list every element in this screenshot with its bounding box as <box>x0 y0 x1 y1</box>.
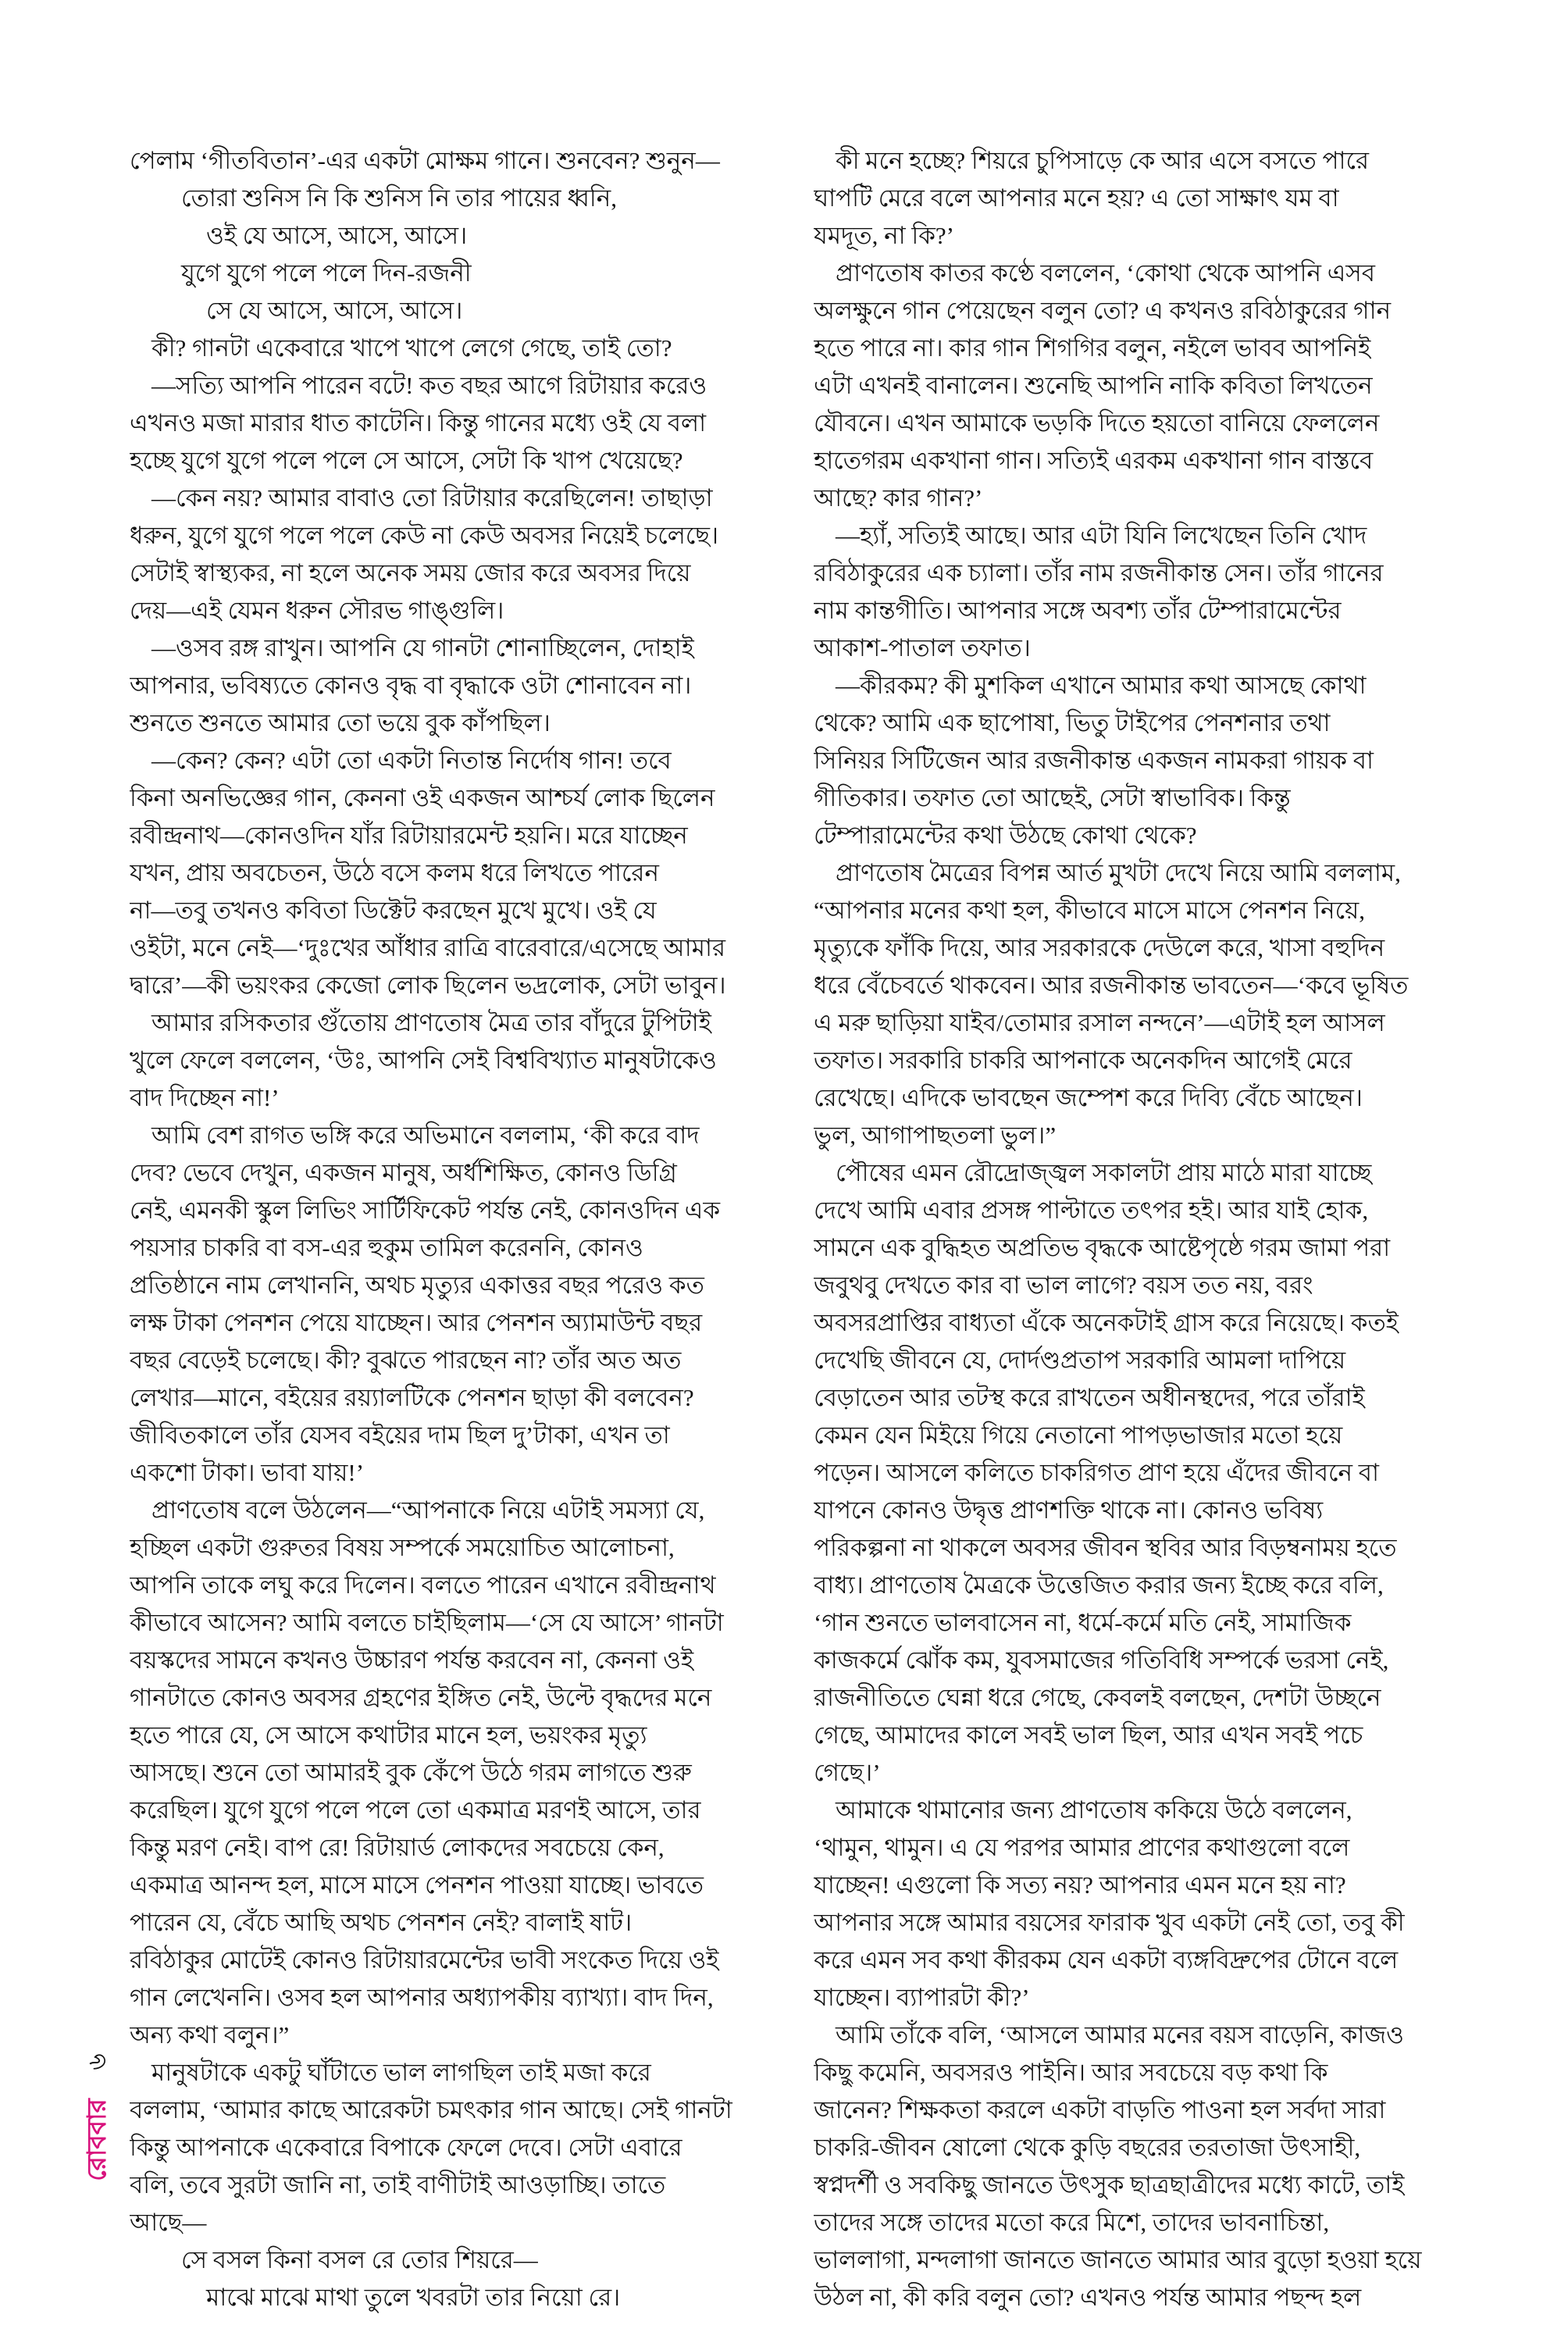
text-line: জীবিতকালে তাঁর যেসব বইয়ের দাম ছিল দু’টাকা, এখন তা <box>130 1421 670 1449</box>
text-line: প্রাণতোষ কাতর কণ্ঠে বললেন, ‘কোথা থেকে আপনি এসব <box>836 259 1376 287</box>
text-line: সিনিয়র সিটিজেন আর রজনীকান্ত একজন নামকরা গায়ক বা <box>814 747 1374 774</box>
text-line: ‘গান শুনতে ভালবাসেন না, ধর্মে-কর্মে মতি নেই, সামাজিক <box>814 1609 1352 1636</box>
text-line: সামনে এক বুদ্ধিহত অপ্রতিভ বৃদ্ধকে আষ্টেপৃষ্ঠে গরম জামা পরা <box>814 1234 1391 1261</box>
text-line: এ মরু ছাড়িয়া যাইব/তোমার রসাল নন্দনে’—এটাই হল আসল <box>814 1009 1385 1036</box>
text-column-right <box>814 142 1482 2321</box>
text-line: লক্ষ টাকা পেনশন পেয়ে যাচ্ছেন। আর পেনশন অ্যামাউন্ট বছর <box>130 1309 703 1336</box>
text-line: শুনতে শুনতে আমার তো ভয়ে বুক কাঁপছিল। <box>130 709 551 736</box>
text-line: “আপনার মনের কথা হল, কীভাবে মাসে মাসে পেনশন নিয়ে, <box>814 897 1366 924</box>
text-line: এটা এখনই বানালেন। শুনেছি আপনি নাকি কবিতা লিখতেন <box>814 372 1373 399</box>
text-line: ভাললাগা, মন্দলাগা জানতে জানতে আমার আর বুড়ো হওয়া হয়ে <box>814 2246 1422 2273</box>
text-line: করে এমন সব কথা কীরকম যেন একটা ব্যঙ্গবিদ্রুপের টোনে বলে <box>814 1946 1399 1974</box>
text-line: কিন্তু আপনাকে একেবারে বিপাকে ফেলে দেবে। সেটা এবারে <box>130 2134 682 2161</box>
text-line: দেখেছি জীবনে যে, দোর্দণ্ডপ্রতাপ সরকারি আমলা দাপিয়ে <box>814 1346 1346 1374</box>
text-line: অন্য কথা বলুন।” <box>130 2021 290 2049</box>
text-line: আপনার, ভবিষ্যতে কোনও বৃদ্ধ বা বৃদ্ধাকে ওটা শোনাবেন না। <box>130 672 692 699</box>
text-line: আমার রসিকতার গুঁতোয় প্রাণতোষ মৈত্র তার বাঁদুরে টুপিটাই <box>151 1009 711 1036</box>
text-line: —সত্যি আপনি পারেন বটে! কত বছর আগে রিটায়ার করেও <box>151 372 707 399</box>
text-line: খুলে ফেলে বললেন, ‘উঃ, আপনি সেই বিশ্ববিখ্যাত মানুষটাকেও <box>130 1047 717 1074</box>
text-line: যাচ্ছেন। ব্যাপারটা কী?’ <box>814 1984 1030 2011</box>
text-line: যুগে যুগে পলে পলে দিন-রজনী <box>181 259 472 287</box>
text-line: যৌবনে। এখন আমাকে ভড়কি দিতে হয়তো বানিয়ে ফেললেন <box>814 409 1380 437</box>
text-line: হতে পারে যে, সে আসে কথাটার মানে হল, ভয়ংকর মৃত্যু <box>130 1721 647 1749</box>
text-line: আমি বেশ রাগত ভঙ্গি করে অভিমানে বললাম, ‘কী করে বাদ <box>151 1122 700 1149</box>
text-line: দেব? ভেবে দেখুন, একজন মানুষ, অর্ধশিক্ষিত, কোনও ডিগ্রি <box>130 1159 677 1186</box>
text-line: কীভাবে আসেন? আমি বলতে চাইছিলাম—‘সে যে আসে’ গানটা <box>130 1609 724 1636</box>
text-line: একশো টাকা। ভাবা যায়!’ <box>130 1459 365 1486</box>
text-line: গানটাতে কোনও অবসর গ্রহণের ইঙ্গিত নেই, উল্টে বৃদ্ধদের মনে <box>130 1684 712 1711</box>
text-line: একমাত্র আনন্দ হল, মাসে মাসে পেনশন পাওয়া যাচ্ছে। ভাবতে <box>130 1871 704 1899</box>
text-line: তাদের সঙ্গে তাদের মতো করে মিশে, তাদের ভাবনাচিন্তা, <box>814 2209 1330 2236</box>
text-line: আসছে। শুনে তো আমারই বুক কেঁপে উঠে গরম লাগতে শুরু <box>130 1759 692 1786</box>
text-line: গীতিকার। তফাত তো আছেই, সেটা স্বাভাবিক। কিন্তু <box>814 784 1291 811</box>
text-line: ওইটা, মনে নেই—‘দুঃখের আঁধার রাত্রি বারেবারে/এসেছে আমার <box>130 934 726 961</box>
text-line: হচ্ছে যুগে যুগে পলে পলে সে আসে, সেটা কি খাপ খেয়েছে? <box>130 447 683 474</box>
text-line: অবসরপ্রাপ্তির বাধ্যতা এঁকে অনেকটাই গ্রাস করে নিয়েছে। কতই <box>814 1309 1399 1336</box>
text-line: তফাত। সরকারি চাকরি আপনাকে অনেকদিন আগেই মেরে <box>814 1047 1352 1074</box>
text-line: আকাশ-পাতাল তফাত। <box>814 634 1031 661</box>
text-line: যাপনে কোনও উদ্বৃত্ত প্রাণশক্তি থাকে না। কোনও ভবিষ্য <box>814 1496 1324 1524</box>
text-line: কিন্তু মরণ নেই। বাপ রে! রিটায়ার্ড লোকদের সবচেয়ে কেন, <box>130 1834 665 1861</box>
text-line: পরিকল্পনা না থাকলে অবসর জীবন স্থবির আর বিড়ম্বনাময় হতে <box>814 1534 1397 1561</box>
text-line: আপনার সঙ্গে আমার বয়সের ফারাক খুব একটা নেই তো, তবু কী <box>814 1909 1405 1936</box>
text-line: বেড়াতেন আর তটস্থ করে রাখতেন অধীনস্থদের, পরে তাঁরাই <box>814 1384 1365 1411</box>
text-line: বাদ দিচ্ছেন না!’ <box>130 1084 280 1111</box>
text-line: পেলাম ‘গীতবিতান’-এর একটা মোক্ষম গানে। শুনবেন? শুনুন— <box>130 147 720 174</box>
text-line: আছে? কার গান?’ <box>814 484 983 512</box>
text-line: ‘থামুন, থামুন। এ যে পরপর আমার প্রাণের কথাগুলো বলে <box>814 1834 1350 1861</box>
text-line: হচ্ছিল একটা গুরুতর বিষয় সম্পর্কে সময়োচিত আলোচনা, <box>130 1534 675 1561</box>
text-line: প্রাণতোষ বলে উঠলেন—“আপনাকে নিয়ে এটাই সমস্যা যে, <box>151 1496 705 1524</box>
text-line: কেমন যেন মিইয়ে গিয়ে নেতানো পাপড়ভাজার মতো হয়ে <box>814 1421 1343 1449</box>
text-line: সে যে আসে, আসে, আসে। <box>206 297 463 324</box>
text-line: রাজনীতিতে ঘেন্না ধরে গেছে, কেবলই বলছেন, দেশটা উচ্ছনে <box>814 1684 1381 1711</box>
text-line: কাজকর্মে ঝোঁক কম, যুবসমাজের গতিবিধি সম্পর্কে ভরসা নেই, <box>814 1646 1389 1674</box>
text-line: —কীরকম? কী মুশকিল এখানে আমার কথা আসছে কোথা <box>836 672 1367 699</box>
text-line: রবীন্দ্রনাথ—কোনওদিন যাঁর রিটায়ারমেন্ট হয়নি। মরে যাচ্ছেন <box>130 822 688 849</box>
text-line: বলি, তবে সুরটা জানি না, তাই বাণীটাই আওড়াচ্ছি। তাতে <box>130 2171 666 2198</box>
text-line: স্বপ্নদর্শী ও সবকিছু জানতে উৎসুক ছাত্রছাত্রীদের মধ্যে কাটে, তাই <box>814 2171 1405 2198</box>
text-line: পারেন যে, বেঁচে আছি অথচ পেনশন নেই? বালাই ষাট। <box>130 1909 633 1936</box>
text-line: বাধ্য। প্রাণতোষ মৈত্রকে উত্তেজিত করার জন্য ইচ্ছে করে বলি, <box>814 1571 1384 1599</box>
text-line: মৃত্যুকে ফাঁকি দিয়ে, আর সরকারকে দেউলে করে, খাসা বহুদিন <box>814 934 1385 961</box>
text-line: দেয়—এই যেমন ধরুন সৌরভ গাঙ্গুলি। <box>130 597 504 624</box>
text-line: চাকরি-জীবন ষোলো থেকে কুড়ি বছরের তরতাজা উৎসাহী, <box>814 2134 1361 2161</box>
text-line: ভুল, আগাপাছতলা ভুল।” <box>814 1122 1057 1149</box>
text-line: দেখে আমি এবার প্রসঙ্গ পাল্টাতে তৎপর হই। আর যাই হোক, <box>814 1196 1369 1224</box>
text-line: যখন, প্রায় অবচেতন, উঠে বসে কলম ধরে লিখতে পারেন <box>130 859 659 886</box>
text-line: করেছিল। যুগে যুগে পলে পলে তো একমাত্র মরণই আসে, তার <box>130 1796 701 1824</box>
text-column-left <box>130 142 798 2321</box>
text-line: লেখার—মানে, বইয়ের রয়্যালটিকে পেনশন ছাড়া কী বলবেন? <box>130 1384 694 1411</box>
text-line: বললাম, ‘আমার কাছে আরেকটা চমৎকার গান আছে। সেই গানটা <box>130 2096 732 2124</box>
text-line: মানুষটাকে একটু ঘাঁটাতে ভাল লাগছিল তাই মজা করে <box>151 2059 651 2086</box>
text-line: বছর বেড়েই চলেছে। কী? বুঝতে পারছেন না? তাঁর অত অত <box>130 1346 682 1374</box>
text-line: আমাকে থামানোর জন্য প্রাণতোষ ককিয়ে উঠে বললেন, <box>836 1796 1352 1824</box>
text-line: ওই যে আসে, আসে, আসে। <box>206 222 468 249</box>
text-line: ঘাপটি মেরে বলে আপনার মনে হয়? এ তো সাক্ষাৎ যম বা <box>814 184 1339 212</box>
text-line: টেম্পারামেন্টের কথা উঠছে কোথা থেকে? <box>814 822 1197 849</box>
text-line: গেছে।’ <box>814 1759 881 1786</box>
text-line: উঠল না, কী করি বলুন তো? এখনও পর্যন্ত আমার পছন্দ হল <box>814 2284 1362 2311</box>
text-line: কী? গানটা একেবারে খাপে খাপে লেগে গেছে, তাই তো? <box>151 334 672 362</box>
text-line: রেখেছে। এদিকে ভাবছেন জম্পেশ করে দিব্যি বেঁচে আছেন। <box>814 1084 1363 1111</box>
text-line: তোরা শুনিস নি কি শুনিস নি তার পায়ের ধ্বনি, <box>181 184 618 212</box>
text-line: আমি তাঁকে বলি, ‘আসলে আমার মনের বয়স বাড়েনি, কাজও <box>836 2021 1404 2049</box>
text-line: যাচ্ছেন! এগুলো কি সত্য নয়? আপনার এমন মনে হয় না? <box>814 1871 1346 1899</box>
text-line: নেই, এমনকী স্কুল লিভিং সার্টিফিকেট পর্যন্ত নেই, কোনওদিন এক <box>130 1196 721 1224</box>
text-line: নাম কান্তগীতি। আপনার সঙ্গে অবশ্য তাঁর টেম্পারামেন্টের <box>814 597 1342 624</box>
text-line: জবুথবু দেখতে কার বা ভাল লাগে? বয়স তত নয়, বরং <box>814 1271 1313 1299</box>
text-line: প্রতিষ্ঠানে নাম লেখাননি, অথচ মৃত্যুর একাত্তর বছর পরেও কত <box>130 1271 704 1299</box>
text-line: পয়সার চাকরি বা বস-এর হুকুম তামিল করেননি, কোনও <box>130 1234 643 1261</box>
text-line: মাঝে মাঝে মাথা তুলে খবরটা তার নিয়ো রে। <box>206 2284 621 2311</box>
text-line: —কেন? কেন? এটা তো একটা নিতান্ত নির্দোষ গান! তবে <box>151 747 672 774</box>
text-line: জানেন? শিক্ষকতা করলে একটা বাড়তি পাওনা হল সর্বদা সারা <box>814 2096 1386 2124</box>
text-line: পড়েন। আসলে কলিতে চাকরিগত প্রাণ হয়ে এঁদের জীবনে বা <box>814 1459 1380 1486</box>
text-line: না—তবু তখনও কবিতা ডিক্টেট করছেন মুখে মুখে। ওই যে <box>130 897 657 924</box>
page-number: ৬ <box>84 2053 112 2070</box>
text-line: বয়স্কদের সামনে কখনও উচ্চারণ পর্যন্ত করবেন না, কেননা ওই <box>130 1646 694 1674</box>
text-line: এখনও মজা মারার ধাত কাটেনি। কিন্তু গানের মধ্যে ওই যে বলা <box>130 409 707 437</box>
text-line: দ্বারে’—কী ভয়ংকর কেজো লোক ছিলেন ভদ্রলোক, সেটা ভাবুন। <box>130 972 726 999</box>
text-line: ধরুন, যুগে যুগে পলে পলে কেউ না কেউ অবসর নিয়েই চলেছে। <box>130 522 719 549</box>
text-line: কী মনে হচ্ছে? শিয়রে চুপিসাড়ে কে আর এসে বসতে পারে <box>836 147 1369 174</box>
text-line: সে বসল কিনা বসল রে তোর শিয়রে— <box>181 2246 538 2273</box>
text-line: থেকে? আমি এক ছাপোষা, ভিতু টাইপের পেনশনার তথা <box>814 709 1331 736</box>
text-line: গেছে, আমাদের কালে সবই ভাল ছিল, আর এখন সবই পচে <box>814 1721 1363 1749</box>
text-line: —ওসব রঙ্গ রাখুন। আপনি যে গানটা শোনাচ্ছিলেন, দোহাই <box>151 634 694 661</box>
text-line: সেটাই স্বাস্থ্যকর, না হলে অনেক সময় জোর করে অবসর দিয়ে <box>130 559 691 587</box>
text-line: গান লেখেননি। ওসব হল আপনার অধ্যাপকীয় ব্যাখ্যা। বাদ দিন, <box>130 1984 714 2011</box>
text-line: কিছু কমেনি, অবসরও পাইনি। আর সবচেয়ে বড় কথা কি <box>814 2059 1328 2086</box>
text-line: প্রাণতোষ মৈত্রের বিপন্ন আর্ত মুখটা দেখে নিয়ে আমি বললাম, <box>836 859 1401 886</box>
text-line: —হ্যাঁ, সত্যিই আছে। আর এটা যিনি লিখেছেন তিনি খোদ <box>836 522 1367 549</box>
text-line: পৌষের এমন রৌদ্রোজ্জ্বল সকালটা প্রায় মাঠে মারা যাচ্ছে <box>836 1159 1372 1186</box>
text-line: অলক্ষুনে গান পেয়েছেন বলুন তো? এ কখনও রবিঠাকুরের গান <box>814 297 1392 324</box>
text-line: ধরে বেঁচেবর্তে থাকবেন। আর রজনীকান্ত ভাবতেন—‘কবে ভূষিত <box>814 972 1409 999</box>
text-line: আছে— <box>130 2209 207 2236</box>
text-line: কিনা অনভিজ্ঞের গান, কেননা ওই একজন আশ্চর্য লোক ছিলেন <box>130 784 715 811</box>
text-line: যমদূত, না কি?’ <box>814 222 954 249</box>
text-line: রবিঠাকুরের এক চ্যালা। তাঁর নাম রজনীকান্ত সেন। তাঁর গানের <box>814 559 1384 587</box>
text-line: হতে পারে না। কার গান শিগগির বলুন, নইলে ভাবব আপনিই <box>814 334 1371 362</box>
text-line: আপনি তাকে লঘু করে দিলেন। বলতে পারেন এখানে রবীন্দ্রনাথ <box>130 1571 716 1599</box>
text-line: —কেন নয়? আমার বাবাও তো রিটায়ার করেছিলেন! তাছাড়া <box>151 484 713 512</box>
section-label-robbar: রোববার <box>82 2099 111 2181</box>
text-line: রবিঠাকুর মোটেই কোনও রিটায়ারমেন্টের ভাবী সংকেত দিয়ে ওই <box>130 1946 719 1974</box>
text-line: হাতেগরম একখানা গান। সত্যিই এরকম একখানা গান বাস্তবে <box>814 447 1374 474</box>
